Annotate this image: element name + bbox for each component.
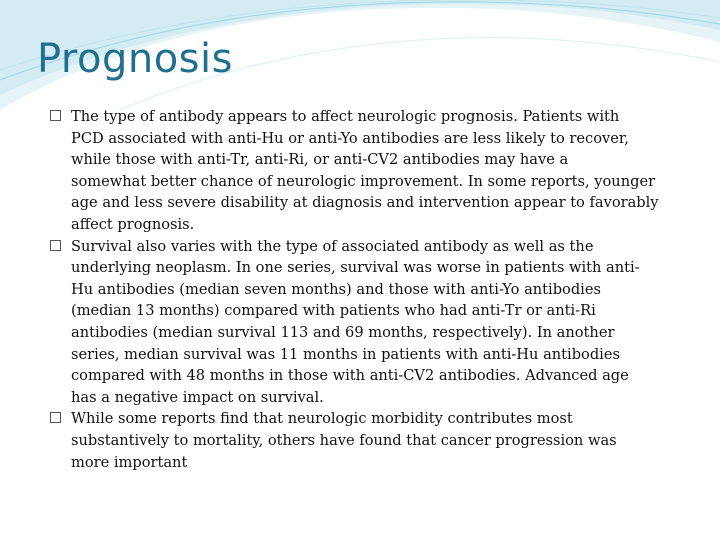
bullet-text: While some reports find that neurologic morbidity contributes most substantively to mortality, others have found that cancer progression was more important — [71, 410, 617, 471]
square-bullet-icon — [50, 110, 61, 121]
bullet-item — [50, 106, 700, 236]
bullet-text: The type of antibody appears to affect neurologic prognosis. Patients with PCD associated with anti-Hu or anti-Yo antibodies are less likely to recover, while those with anti-Tr, anti-Ri, or anti-CV2 antibodies may have a somewhat better chance of neurologic improvement. In some reports, younger age and less severe disability at diagnosis and intervention appear to favorably affect prognosis. — [71, 108, 659, 233]
bullet-item — [50, 236, 700, 409]
square-bullet-icon — [50, 240, 61, 251]
square-bullet-icon — [50, 412, 61, 423]
bullet-text: Survival also varies with the type of associated antibody as well as the underlying neoplasm. In one series, survival was worse in patients with anti- Hu antibodies (median seven months) and those with anti-Yo antibodies (median 13 months) compared with patients who had anti-Tr or anti-Ri antibodies (median survival 113 and 69 months, respectively). In another series, median survival was 11 months in patients with anti-Hu antibodies compared with 48 months in those with anti-CV2 antibodies. Advanced age has a negative impact on survival. — [71, 237, 640, 406]
slide-title: Prognosis — [37, 36, 233, 82]
bullet-item — [50, 408, 700, 473]
bullet-list — [50, 106, 700, 473]
